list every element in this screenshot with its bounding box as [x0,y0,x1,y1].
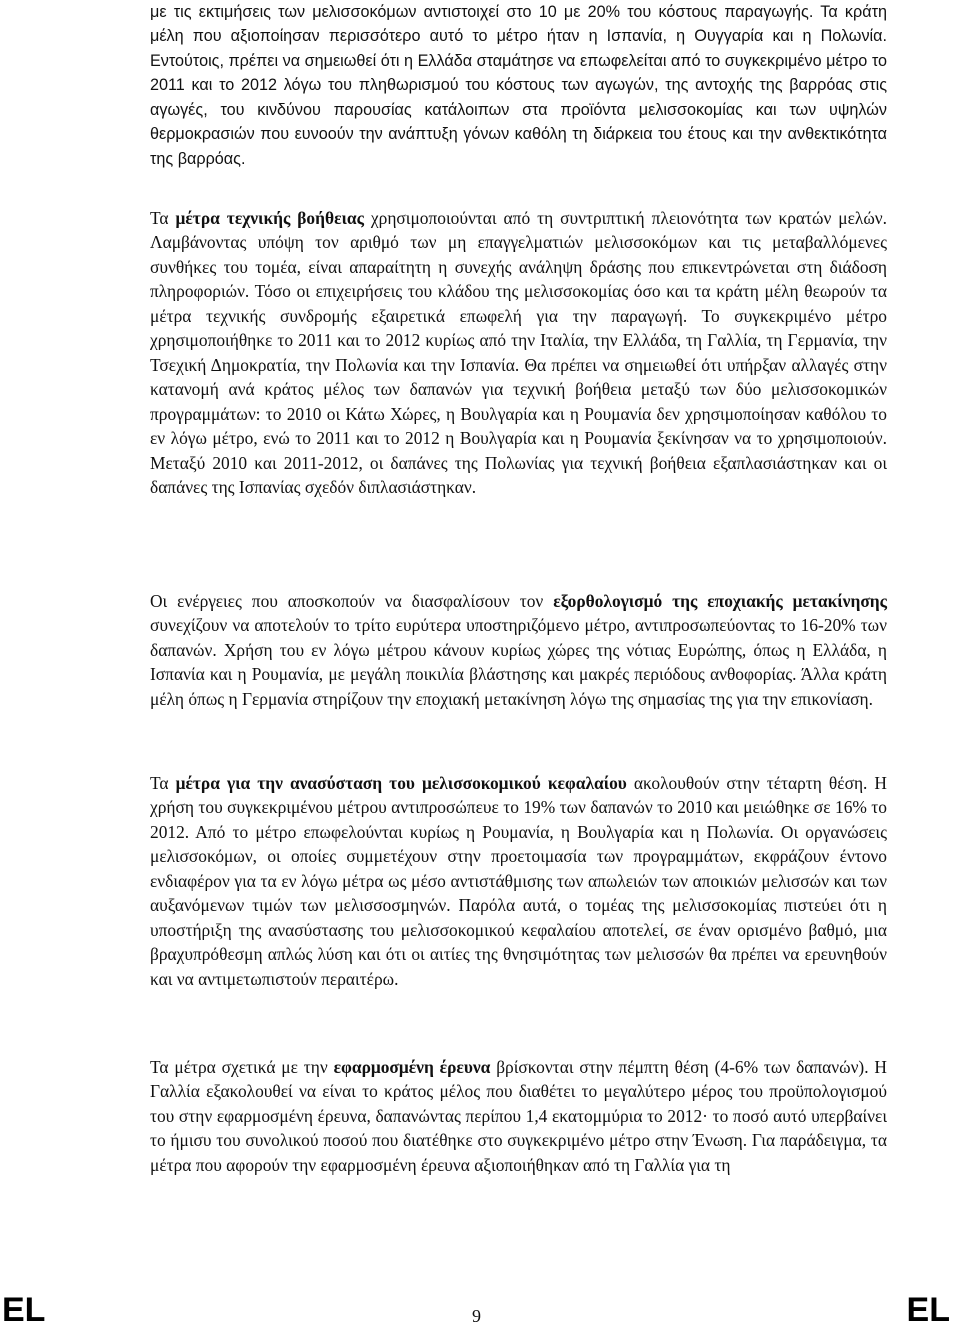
paragraph-4-text: ακολουθούν στην τέταρτη θέση. Η χρήση του συγκεκριμένου μέτρου αντιπροσώπευε το 19% των δαπανών το 2010 και μειώθηκε σε 16% το 2012. Από το μέτρο επωφελούνται κυρίως η Ρουμανία, η Βουλγαρία και η Πολωνία. Οι οργανώσεις μελισσοκόμων, οι οποίες συμμετέχουν στην προετοιμασία των προγραμμάτων, εκφράζουν έντονο ενδιαφέρον για τα εν λόγω μέτρα ως μέσο αντιστάθμισης των απωλειών των αποικιών μελισσών και των αυξανόμενων τιμών των μελισσοσμηνών. Παρόλα αυτά, ο τομέας της μελισσοκομίας πιστεύει ότι η υποστήριξη της ανασύστασης του μελισσοκομικού κεφαλαίου αποτελεί, σε έναν ορισμένο βαθμό, μια βραχυπρόθεσμη απλώς λύση και ότι οι αιτίες της θνησιμότητας των μελισσών θα πρέπει να ερευνηθούν και να αντιμετωπιστούν περαιτέρω. [150,773,887,989]
page-number: 9 [472,1306,481,1326]
paragraph-3-lead: Οι ενέργειες που αποσκοπούν να διασφαλίσουν τον [150,591,554,611]
paragraph-3 [150,589,887,711]
paragraph-2 [150,206,887,499]
paragraph-4 [150,771,887,991]
paragraph-5 [150,1055,887,1177]
paragraph-5-lead: Τα μέτρα σχετικά με την [150,1057,334,1077]
paragraph-2-lead: Τα [150,208,176,228]
paragraph-2-bold: μέτρα τεχνικής βοήθειας [175,208,364,228]
paragraph-3-bold: εξορθολογισμό της εποχιακής μετακίνησης [553,591,887,611]
footer-language-right: EL [906,1291,950,1329]
paragraph-3-text: συνεχίζουν να αποτελούν το τρίτο ευρύτερα υποστηριζόμενο μέτρο, αντιπροσωπεύοντας το 16-20% των δαπανών. Χρήση του εν λόγω μέτρου κάνουν κυρίως χώρες της νότιας Ευρώπης, όπως η Ελλάδα, η Ισπανία και η Ρουμανία, με μεγάλη ποικιλία βλάστησης και μακρές περιόδους ανθοφορίας. Άλλα κράτη μέλη όπως η Γερμανία στηρίζουν την εποχιακή μετακίνηση λόγω της σημασίας της για την επικονίαση. [150,615,887,709]
paragraph-4-bold: μέτρα για την ανασύσταση του μελισσοκομικού κεφαλαίου [175,773,627,793]
paragraph-5-bold: εφαρμοσμένη έρευνα [333,1057,491,1077]
paragraph-4-lead: Τα [150,773,176,793]
footer-language-left: EL [2,1291,46,1329]
paragraph-2-text: χρησιμοποιούνται από τη συντριπτική πλειονότητα των κρατών μελών. Λαμβάνοντας υπόψη τον αριθμό των μη επαγγελματιών μελισσοκόμων και τις μεταβαλλόμενες συνθήκες του τομέα, είναι απαραίτητη η συνεχής ανάληψη δράσης που επικεντρώνεται στη διάδοση πληροφοριών. Τόσο οι επιχειρήσεις του κλάδου της μελισσοκομίας όσο και τα κράτη μέλη θεωρούν τα μέτρα τεχνικής συνδρομής εξαιρετικά επωφελή για την παραγωγή. Το συγκεκριμένο μέτρο χρησιμοποιήθηκε το 2011 και το 2012 κυρίως από την Ιταλία, την Ελλάδα, τη Γαλλία, τη Γερμανία, την Τσεχική Δημοκρατία, την Πολωνία και την Ισπανία. Θα πρέπει να σημειωθεί ότι υπήρξαν αλλαγές στην κατανομή ανά κράτος μέλος των δαπανών για τεχνική βοήθεια μεταξύ των δύο μελισσοκομικών προγραμμάτων: το 2010 οι Κάτω Χώρες, η Βουλγαρία και η Ρουμανία δεν χρησιμοποίησαν καθόλου το εν λόγω μέτρο, ενώ το 2011 και το 2012 η Βουλγαρία και η Ρουμανία ξεκίνησαν να το χρησιμοποιούν. Μεταξύ 2010 και 2011-2012, οι δαπάνες της Πολωνίας για τεχνική βοήθεια εξαπλασιάστηκαν και οι δαπάνες της Ισπανίας σχεδόν διπλασιάστηκαν. [150,208,887,497]
paragraph-5-text: βρίσκονται στην πέμπτη θέση (4-6% των δαπανών). Η Γαλλία εξακολουθεί να είναι το κράτος μέλος που διαθέτει το μεγαλύτερο μέρος του προϋπολογισμού του στην εφαρμοσμένη έρευνα, δαπανώντας περίπου 1,4 εκατομμύρια το 2012· το ποσό αυτό υπερβαίνει το ήμισυ του συνολικού ποσού που διατέθηκε στο συγκεκριμένο μέτρο στην Ένωση. Για παράδειγμα, τα μέτρα που αφορούν την εφαρμοσμένη έρευνα αξιοποιήθηκαν από τη Γαλλία για τη [150,1057,887,1175]
paragraph-1: με τις εκτιμήσεις των μελισσοκόμων αντιστοιχεί στο 10 με 20% του κόστους παραγωγής. Τα κράτη μέλη που αξιοποίησαν περισσότερο αυτό το μέτρο ήταν η Ισπανία, η Ουγγαρία και η Πολωνία. Εντούτοις, πρέπει να σημειωθεί ότι η Ελλάδα σταμάτησε να επωφελείται από το συγκεκριμένο μέτρο το 2011 και το 2012 λόγω του πληθωρισμού του κόστους των αγωγών, της αντοχής της βαρρόας στις αγωγές, του κινδύνου παρουσίας κατάλοιπων στα προϊόντα μελισσοκομίας και των υψηλών θερμοκρασιών που ευνοούν την ανάπτυξη γόνων καθόλη τη διάρκεια του έτους και την ανθεκτικότητα της βαρρόας. [150,3,887,168]
